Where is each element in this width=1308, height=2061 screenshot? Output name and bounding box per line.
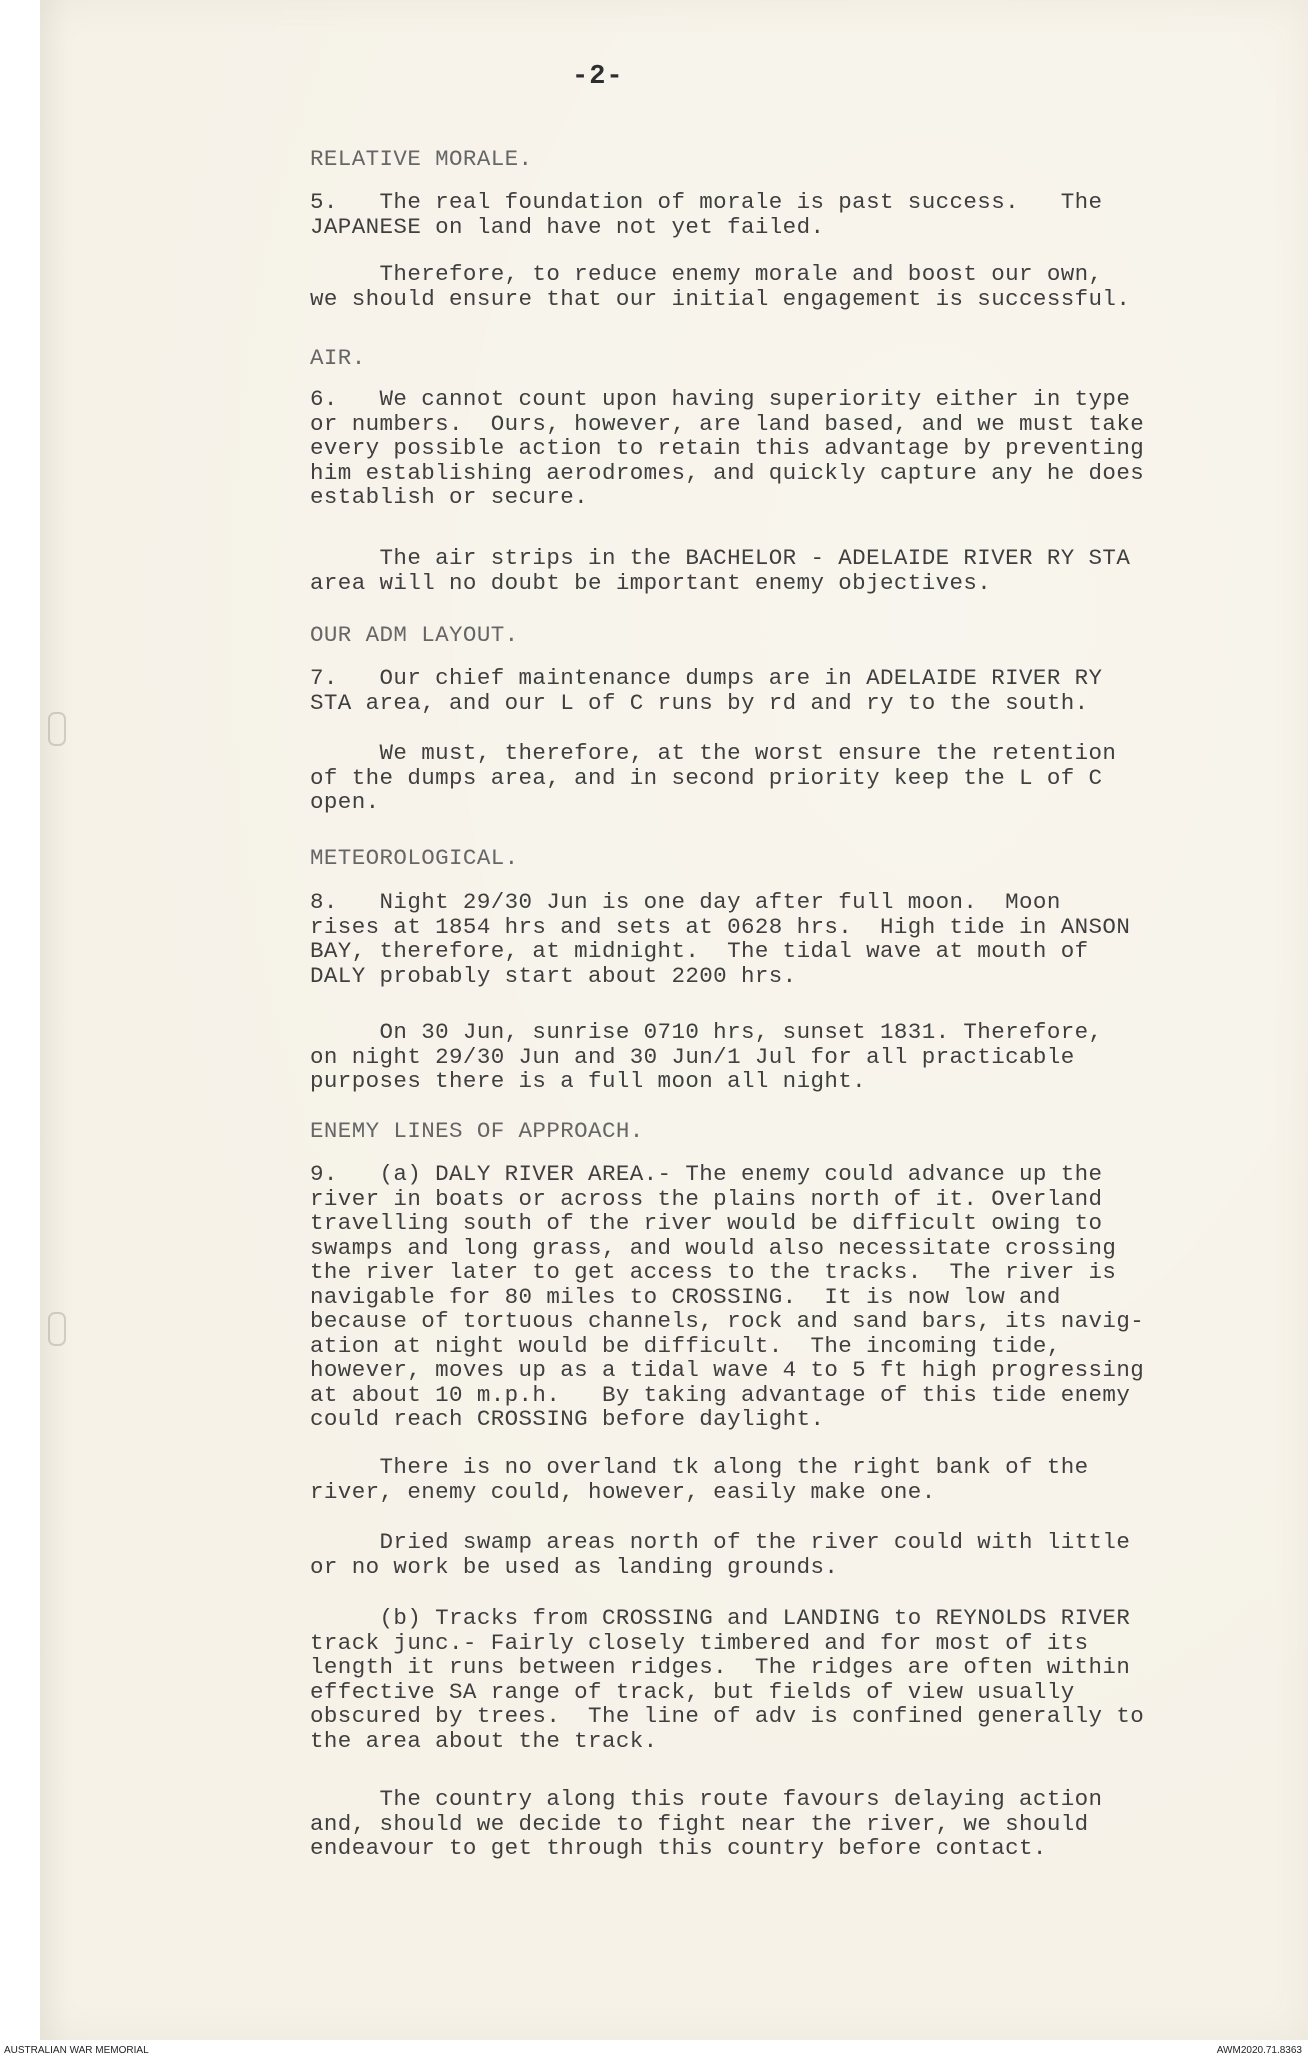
punch-hole-mark (48, 712, 66, 746)
paragraph-9a-landing-grounds: Dried swamp areas north of the river could with little or no work be used as landing grounds. (310, 1529, 1131, 1580)
punch-hole-mark (48, 1312, 66, 1346)
paragraph-9b-continued: The country along this route favours delaying action and, should we decide to fight near the river, we should endeavour to get through this country before contact. (310, 1786, 1103, 1861)
paragraph-5: 5. The real foundation of morale is past success. The JAPANESE on land have not yet failed. (310, 189, 1103, 240)
heading-enemy-lines-of-approach: ENEMY LINES OF APPROACH. (310, 1118, 644, 1144)
paragraph-6: 6. We cannot count upon having superiority either in type or numbers. Ours, however, are land based, and we must take every possible action to retain this advantage by preventing him establishing aerodromes, and quickly capture any he does establish or secure. (310, 386, 1145, 510)
heading-relative-morale: RELATIVE MORALE. (310, 146, 533, 172)
page-number: -2- (572, 62, 624, 92)
heading-air: AIR. (310, 345, 366, 371)
footer-accession-number: AWM2020.71.8363 (1216, 2045, 1302, 2056)
paragraph-7: 7. Our chief maintenance dumps are in ADELAIDE RIVER RY STA area, and our L of C runs by rd and ry to the south. (310, 665, 1103, 716)
heading-adm-layout: OUR ADM LAYOUT. (310, 622, 519, 648)
footer-credit: AUSTRALIAN WAR MEMORIAL (4, 2045, 149, 2056)
paragraph-7-continued: We must, therefore, at the worst ensure the retention of the dumps area, and in second priority keep the L of C open. (310, 740, 1117, 815)
paragraph-5-continued: Therefore, to reduce enemy morale and boost our own, we should ensure that our initial engagement is successful. (310, 261, 1131, 312)
paragraph-9b: (b) Tracks from CROSSING and LANDING to REYNOLDS RIVER track junc.- Fairly closely timbered and for most of its length it runs between ridges. The ridges are often within effective SA range of track, but fields of view usually obscured by trees. The line of adv is confined generally to the area about the track. (310, 1605, 1145, 1754)
paragraph-8-continued: On 30 Jun, sunrise 0710 hrs, sunset 1831. Therefore, on night 29/30 Jun and 30 Jun/1 Jul for all practicable purposes there is a full moon all night. (310, 1019, 1103, 1094)
paragraph-9a: 9. (a) DALY RIVER AREA.- The enemy could advance up the river in boats or across the plains north of it. Overland travelling south of the river would be difficult owing to swamps and long grass, and would also necessitate crossing the river later to get access to the tracks. The river is navigable for 80 miles to CROSSING. It is now low and because of tortuous channels, rock and sand bars, its navig- ation at night would be difficult. The incoming tide, however, moves up as a tidal wave 4 to 5 ft high progressing at about 10 m.p.h. By taking advantage of this tide enemy could reach CROSSING before daylight. (310, 1161, 1145, 1432)
paragraph-8: 8. Night 29/30 Jun is one day after full moon. Moon rises at 1854 hrs and sets at 0628 hrs. High tide in ANSON BAY, therefore, at midnight. The tidal wave at mouth of DALY probably start about 2200 hrs. (310, 889, 1131, 989)
heading-meteorological: METEOROLOGICAL. (310, 845, 519, 871)
paragraph-6-continued: The air strips in the BACHELOR - ADELAIDE RIVER RY STA area will no doubt be important enemy objectives. (310, 545, 1131, 596)
paragraph-9a-tracks: There is no overland tk along the right bank of the river, enemy could, however, easily make one. (310, 1454, 1089, 1505)
